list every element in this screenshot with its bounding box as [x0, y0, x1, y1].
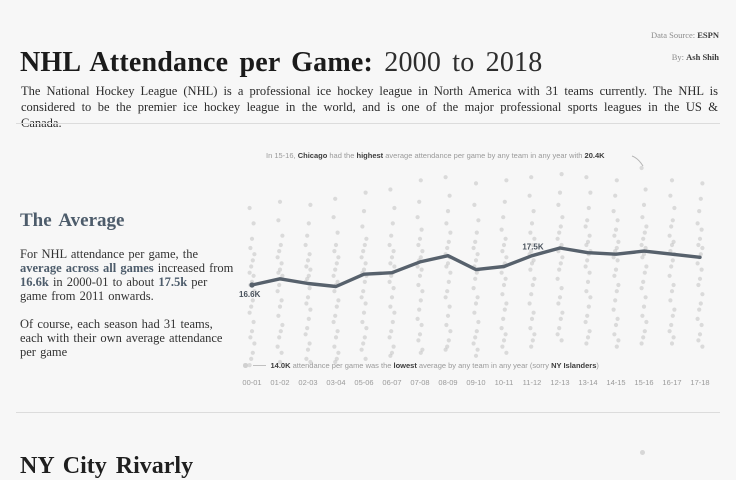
p1-text: in 2000-01 to about: [48, 274, 159, 289]
x-axis-label-08-09: 08-09: [438, 378, 458, 387]
anno-text: had the: [327, 151, 357, 160]
average-paragraph-2: Of course, each season had 31 teams, each with their own average attendance per game: [20, 316, 223, 359]
anno-bold-highest: highest: [356, 151, 384, 160]
author-value: Ash Shih: [686, 52, 719, 62]
x-axis-label-03-04: 03-04: [326, 378, 346, 387]
x-axis-label-06-07: 06-07: [382, 378, 402, 387]
lowest-annotation-text: [271, 361, 599, 370]
p1-bold-avg-across: average across all games: [20, 260, 154, 275]
lowest-annotation: [243, 361, 599, 370]
lowest-dash-icon: [253, 365, 266, 366]
anno-bold-140k: 14.0K: [270, 361, 291, 370]
attendance-chart-svg: [236, 140, 736, 396]
anno-text: attendance per game was the: [290, 361, 394, 370]
anno-text: average attendance per game by any team in any year with: [383, 151, 585, 160]
page-title-years: 2000 to 2018: [373, 46, 543, 78]
anno-bold-lowest: lowest: [393, 361, 417, 370]
intro-paragraph: The National Hockey League (NHL) is a professional ice hockey league in North America with 31 teams currently. The NHL is considered to be the premier ice hockey league in the world, and is one of the major professional sports leagues in the US & Canada.: [21, 83, 718, 130]
x-axis-label-07-08: 07-08: [410, 378, 430, 387]
svg-text:17.5K: 17.5K: [522, 242, 544, 252]
anno-text: average by any team in any year (sorry: [416, 361, 552, 370]
author-label: By:: [671, 52, 687, 62]
average-section-heading: The Average: [20, 209, 125, 231]
credits: [651, 30, 719, 63]
x-axis-label-13-14: 13-14: [578, 378, 598, 387]
x-axis-label-15-16: 15-16: [634, 378, 654, 387]
attendance-chart: [236, 140, 736, 396]
anno-bold-chicago: Chicago: [297, 151, 328, 160]
x-axis-label-02-03: 02-03: [298, 378, 318, 387]
data-source-value: ESPN: [697, 30, 719, 40]
highest-annotation: [266, 151, 605, 160]
page-title: [20, 46, 542, 80]
ny-rivalry-heading: NY City Rivarly: [20, 452, 194, 479]
data-source: [651, 30, 719, 41]
x-axis-label-17-18: 17-18: [690, 378, 710, 387]
x-axis-label-11-12: 11-12: [522, 378, 542, 387]
x-axis-label-00-01: 00-01: [242, 378, 262, 387]
next-chart-dot: [640, 450, 645, 455]
x-axis-label-16-17: 16-17: [662, 378, 682, 387]
section-divider-bottom: [16, 412, 720, 413]
average-paragraph-1: [20, 247, 234, 303]
page-title-bold: NHL Attendance per Game:: [20, 46, 374, 78]
anno-bold-204k: 20.4K: [584, 151, 605, 160]
author: [651, 52, 719, 63]
p1-text: per game from 2011 onwards.: [20, 274, 208, 303]
svg-text:16.6K: 16.6K: [239, 290, 261, 299]
anno-text: In 15-16,: [266, 151, 298, 160]
x-axis-label-10-11: 10-11: [494, 378, 514, 387]
p1-text: increased from: [153, 260, 234, 275]
x-axis-label-01-02: 01-02: [270, 378, 290, 387]
section-divider-top: [16, 123, 720, 124]
p1-text: For NHL attendance per game, the: [20, 246, 199, 261]
anno-text: ): [596, 361, 599, 370]
data-source-label: Data Source:: [651, 30, 698, 40]
x-axis-label-14-15: 14-15: [606, 378, 626, 387]
p1-bold-175k: 17.5k: [158, 274, 188, 289]
x-axis-label-12-13: 12-13: [550, 378, 570, 387]
lowest-dot-icon: [243, 363, 248, 368]
x-axis-label-05-06: 05-06: [354, 378, 374, 387]
x-axis-label-09-10: 09-10: [466, 378, 486, 387]
anno-bold-islanders: NY Islanders: [551, 361, 597, 370]
p1-bold-166k: 16.6k: [20, 274, 49, 289]
